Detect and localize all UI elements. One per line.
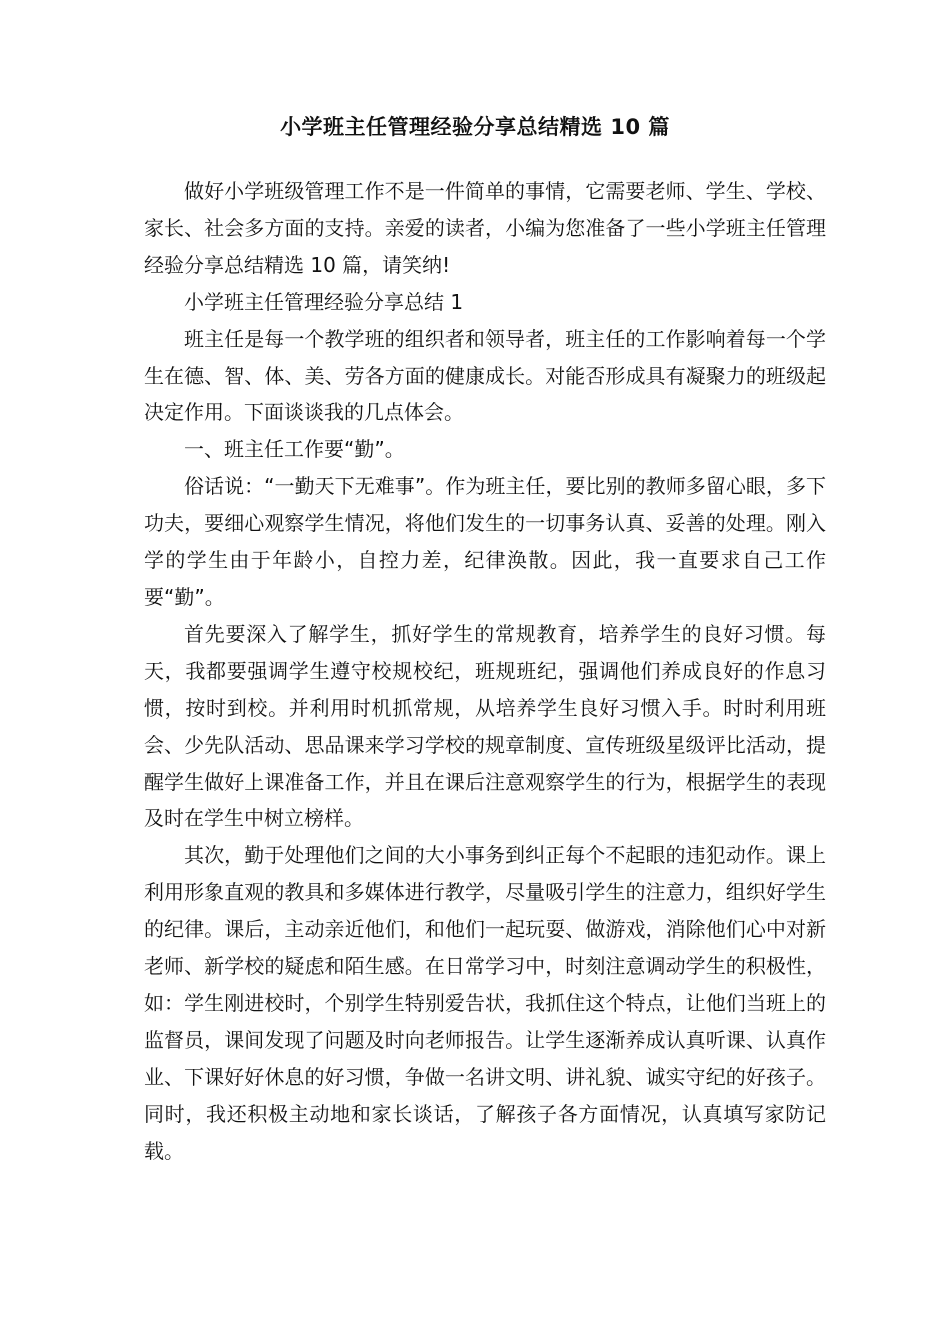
paragraph: 首先要深入了解学生，抓好学生的常规教育，培养学生的良好习惯。每天，我都要强调学生遵守校规校纪，班规班纪，强调他们养成良好的作息习惯，按时到校。并利用时机抓常规，从培养学生良好习惯入手。时时利用班会、少先队活动、思品课来学习学校的规章制度、宣传班级星级评比活动，提醒学生做好上课准备工作，并且在课后注意观察学生的行为，根据学生的表现及时在学生中树立榜样。 — [144, 621, 826, 831]
section-heading: 小学班主任管理经验分享总结 1 — [184, 289, 464, 314]
paragraph: 俗话说：“一勤天下无难事”。作为班主任，要比别的教师多留心眼，多下功夫，要细心观察学生情况，将他们发生的一切事务认真、妥善的处理。刚入学的学生由于年龄小，自控力差，纪律涣散。因此，我一直要求自己工作要“勤”。 — [144, 474, 826, 609]
document-body — [144, 173, 826, 1169]
document-title: 小学班主任管理经验分享总结精选 10 篇 — [280, 115, 670, 139]
paragraph: 班主任是每一个教学班的组织者和领导者，班主任的工作影响着每一个学生在德、智、体、美、劳各方面的健康成长。对能否形成具有凝聚力的班级起决定作用。下面谈谈我的几点体会。 — [144, 326, 826, 425]
paragraph: 其次，勤于处理他们之间的大小事务到纠正每个不起眼的违犯动作。课上利用形象直观的教具和多媒体进行教学，尽量吸引学生的注意力，组织好学生的纪律。课后，主动亲近他们，和他们一起玩耍、做游戏，消除他们心中对新老师、新学校的疑虑和陌生感。在日常学习中，时刻注意调动学生的积极性，如：学生刚进校时，个别学生特别爱告状，我抓住这个特点，让他们当班上的监督员，课间发现了问题及时向老师报告。让学生逐渐养成认真听课、认真作业、下课好好休息的好习惯，争做一名讲文明、讲礼貌、诚实守纪的好孩子。同时，我还积极主动地和家长谈话，了解孩子各方面情况，认真填写家防记载。 — [144, 843, 826, 1163]
subheading: 一、班主任工作要“勤”。 — [184, 437, 405, 462]
intro-paragraph: 做好小学班级管理工作不是一件简单的事情，它需要老师、学生、学校、家长、社会多方面的支持。亲爱的读者，小编为您准备了一些小学班主任管理经验分享总结精选 10 篇，请笑纳! — [144, 179, 826, 277]
